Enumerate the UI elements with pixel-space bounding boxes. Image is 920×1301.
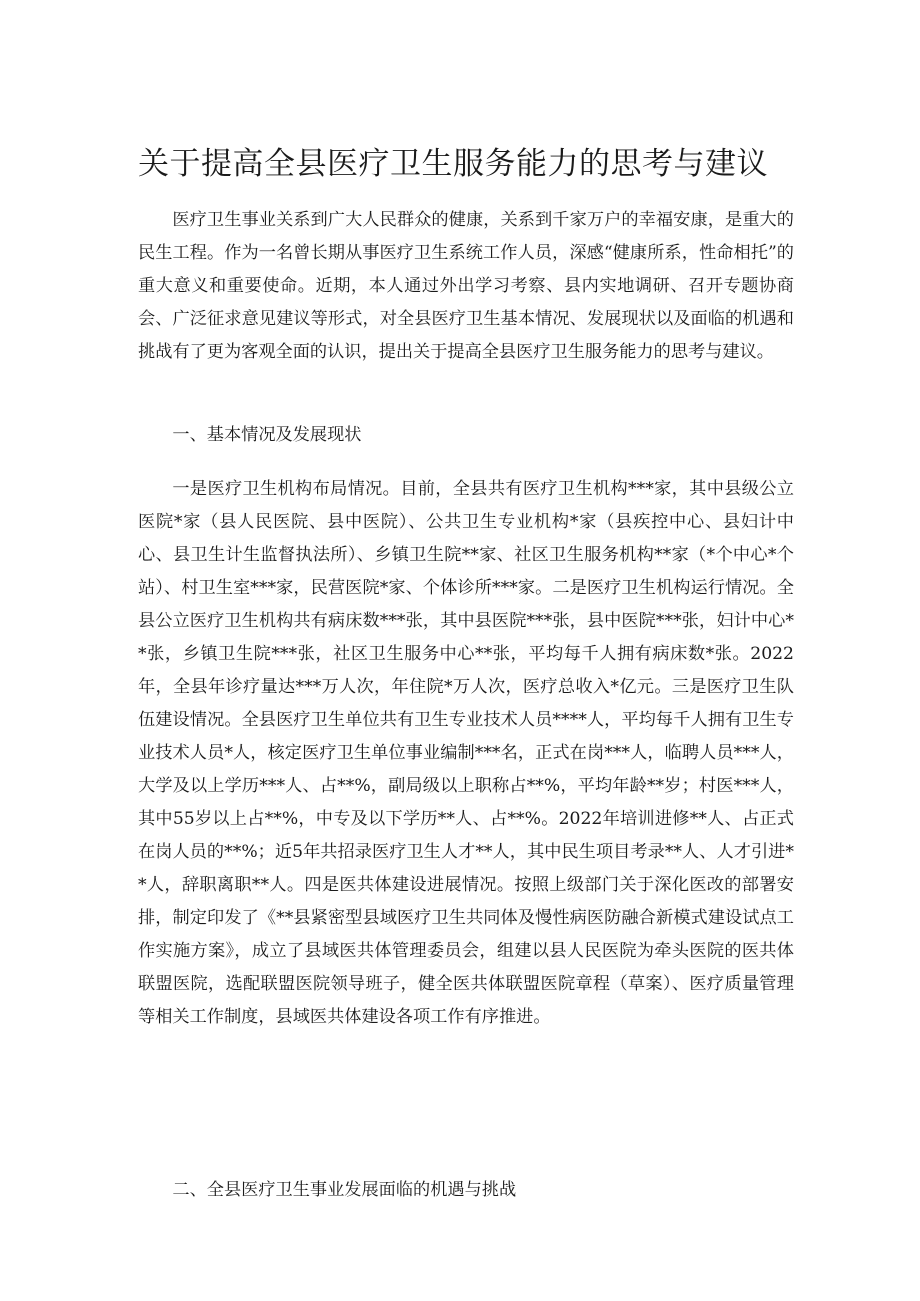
section-1-paragraph: 一是医疗卫生机构布局情况。目前，全县共有医疗卫生机构***家，其中县级公立医院*家（县人民医院、县中医院）、公共卫生专业机构*家（县疾控中心、县妇计中心、县卫生计生监督执法所）、乡镇卫生院**家、社区卫生服务机构**家（*个中心*个站）、村卫生室***家，民营医院*家、个体诊所***家。二是医疗卫生机构运行情况。全县公立医疗卫生机构共有病床数***张，其中县医院***张，县中医院***张，妇计中心**张，乡镇卫生院***张，社区卫生服务中心**张，平均每千人拥有病床数*张。2022年，全县年诊疗量达***万人次，年住院*万人次，医疗总收入*亿元。三是医疗卫生队伍建设情况。全县医疗卫生单位共有卫生专业技术人员****人，平均每千人拥有卫生专业技术人员*人，核定医疗卫生单位事业编制***名，正式在岗***人，临聘人员***人，大学及以上学历***人、占**%，副局级以上职称占**%，平均年龄**岁；村医***人，其中55岁以上占**%，中专及以下学历**人、占**%。2022年培训进修**人、占正式在岗人员的**%；近5年共招录医疗卫生人才**人，其中民生项目考录**人、人才引进**人，辞职离职**人。四是医共体建设进展情况。按照上级部门关于深化医改的部署安排，制定印发了《**县紧密型县域医疗卫生共同体及慢性病医防融合新模式建设试点工作实施方案》，成立了县域医共体管理委员会，组建以县人民医院为牵头医院的医共体联盟医院，选配联盟医院领导班子，健全医共体联盟医院章程（草案）、医疗质量管理等相关工作制度，县域医共体建设各项工作有序推进。: [138, 479, 794, 1027]
intro-paragraph: 医疗卫生事业关系到广大人民群众的健康，关系到千家万户的幸福安康，是重大的民生工程。作为一名曾长期从事医疗卫生系统工作人员，深感“健康所系，性命相托”的重大意义和重要使命。近期，本人通过外出学习考察、县内实地调研、召开专题协商会、广泛征求意见建议等形式，对全县医疗卫生基本情况、发展现状以及面临的机遇和挑战有了更为客观全面的认识，提出关于提高全县医疗卫生服务能力的思考与建议。: [138, 210, 794, 362]
section-heading-1: 一、基本情况及发展现状: [172, 425, 362, 445]
document-title: 关于提高全县医疗卫生服务能力的思考与建议: [138, 146, 768, 182]
section-heading-2: 二、全县医疗卫生事业发展面临的机遇与挑战: [172, 1180, 517, 1200]
